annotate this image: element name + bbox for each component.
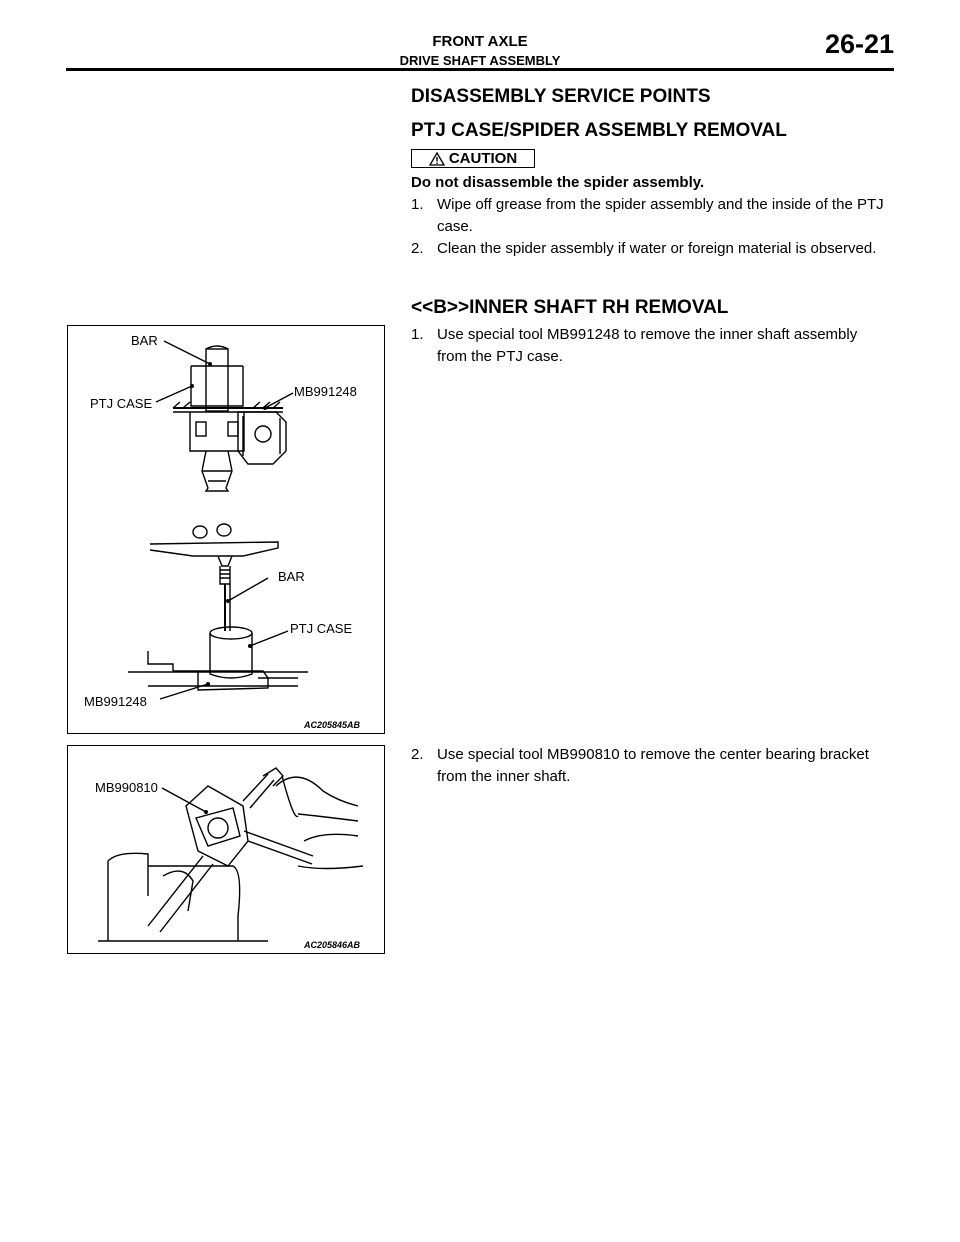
- label-ptj-case-bottom: PTJ CASE: [290, 621, 353, 636]
- step-text: Use special tool MB991248 to remove the inner shaft assembly from the PTJ case.: [437, 326, 858, 365]
- step-number: 1.: [411, 196, 424, 213]
- caution-label: CAUTION: [448, 150, 518, 167]
- figure-bearing-bracket-removal: [67, 745, 385, 954]
- section-title: FRONT AXLE: [432, 33, 528, 50]
- figure-code: AC205845AB: [304, 720, 361, 730]
- subsection-title: DRIVE SHAFT ASSEMBLY: [399, 53, 561, 68]
- main-heading: DISASSEMBLY SERVICE POINTS: [411, 86, 711, 107]
- label-tool-bottom: MB991248: [84, 694, 147, 709]
- label-bar-bottom: BAR: [278, 569, 305, 584]
- page-number: 26-21: [824, 29, 894, 59]
- label-tool-top: MB991248: [294, 384, 357, 399]
- caution-box: [411, 149, 535, 168]
- step-text: Use special tool MB990810 to remove the center bearing bracket from the inner shaft.: [437, 746, 869, 785]
- warning-icon: [429, 152, 445, 166]
- step-b2: [411, 744, 891, 788]
- header-rule: [66, 68, 894, 71]
- figure-ptj-case-removal: [67, 325, 385, 734]
- figure-illustration: [68, 326, 384, 733]
- label-bar-top: BAR: [131, 333, 158, 348]
- step-number: 1.: [411, 326, 424, 343]
- step-text: Clean the spider assembly if water or foreign material is observed.: [437, 240, 877, 257]
- section-b-title: <<B>>INNER SHAFT RH REMOVAL: [411, 297, 729, 318]
- step-number: 2.: [411, 240, 424, 257]
- caution-text: Do not disassemble the spider assembly.: [411, 174, 705, 191]
- label-tool: MB990810: [95, 780, 158, 795]
- section-a-title: PTJ CASE/SPIDER ASSEMBLY REMOVAL: [411, 120, 787, 141]
- label-ptj-case-top: PTJ CASE: [90, 396, 153, 411]
- step-a2: [411, 238, 891, 260]
- step-number: 2.: [411, 746, 424, 763]
- figure-illustration: [68, 746, 384, 953]
- step-text: Wipe off grease from the spider assembly and the inside of the PTJ case.: [437, 196, 884, 235]
- figure-code: AC205846AB: [304, 940, 361, 950]
- step-b1: [411, 324, 891, 368]
- step-a1: [411, 194, 891, 238]
